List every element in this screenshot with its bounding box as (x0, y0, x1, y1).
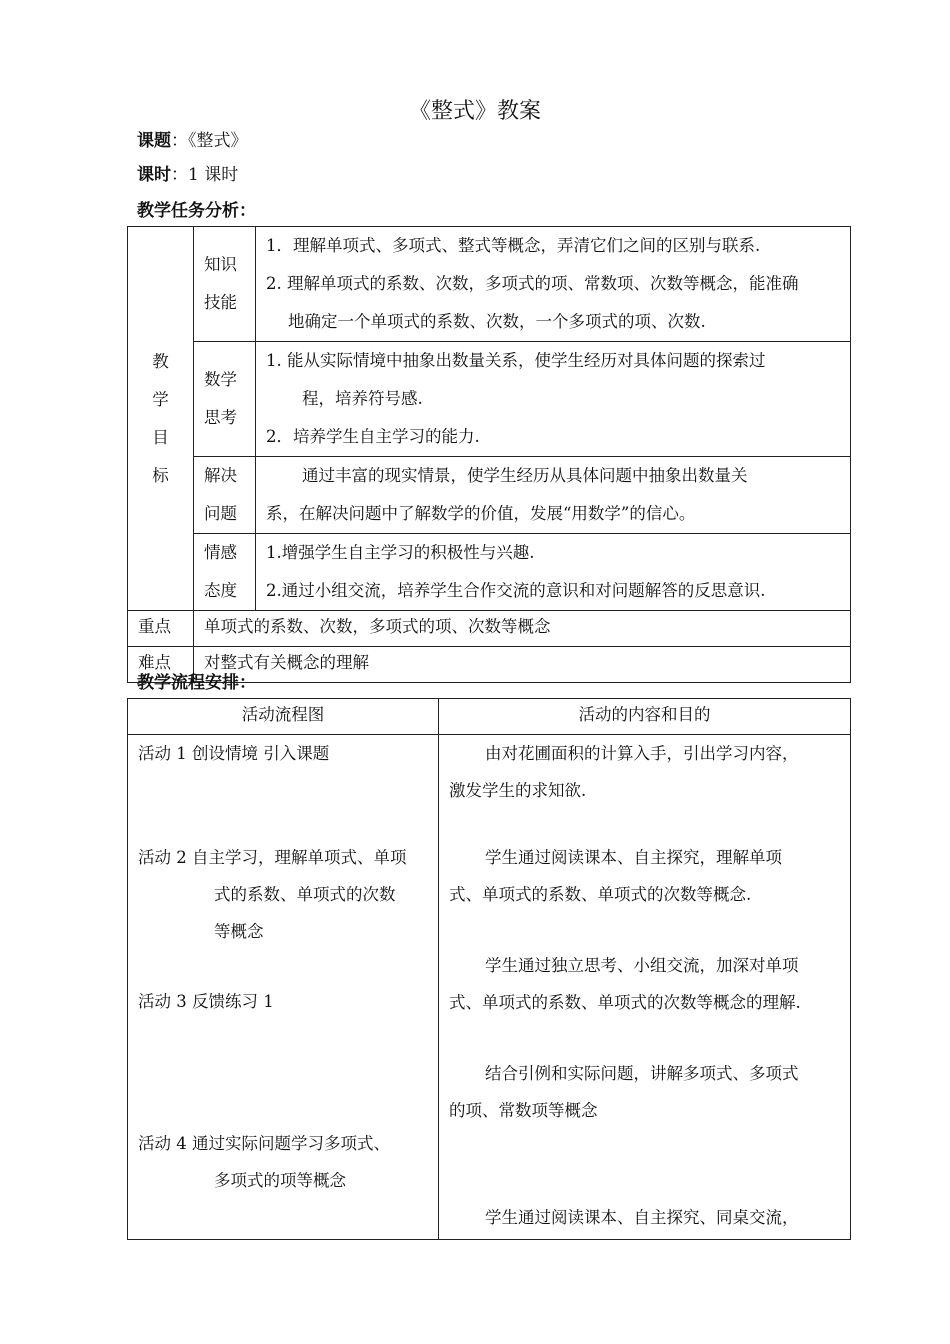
flow-heading: 教学流程安排： (137, 673, 256, 693)
activity-4: 活动 4 通过实际问题学习多项式、 多项式的项等概念 (138, 1134, 390, 1190)
purpose-2: 学生通过阅读课本、自主探究，理解单项 式、单项式的系数、单项式的次数等概念. (449, 848, 782, 904)
flow-header-chart: 活动流程图 (128, 699, 439, 735)
knowledge-skill-label: 知识 技能 (194, 227, 256, 342)
topic-line (137, 126, 248, 151)
knowledge-skill-content: 1．理解单项式、多项式、整式等概念，弄清它们之间的区别与联系. 2. 理解单项式的系数、次数，多项式的项、常数项、次数等概念，能准确 地确定一个单项式的系数、次数，一个多项式的项、次数. (256, 227, 851, 342)
activity-3: 活动 3 反馈练习 1 (138, 992, 274, 1011)
objectives-label: 教 学 目 标 (128, 227, 194, 611)
activity-2: 活动 2 自主学习，理解单项式、单项 式的系数、单项式的次数 等概念 (138, 848, 407, 941)
page-title: 《整式》教案 (408, 99, 541, 124)
objectives-table (127, 226, 851, 683)
problem-solving-label: 解决 问题 (194, 457, 256, 534)
topic-label: 课题 (137, 131, 171, 151)
period-value: ：1 课时 (171, 165, 239, 185)
emotion-attitude-label: 情感 态度 (194, 534, 256, 611)
math-thinking-label: 数学 思考 (194, 342, 256, 457)
period-line (137, 160, 238, 185)
key-point-label: 重点 (128, 611, 194, 647)
activity-1: 活动 1 创设情境 引入课题 (138, 744, 330, 763)
flow-header-purpose: 活动的内容和目的 (439, 699, 851, 735)
problem-solving-content: 通过丰富的现实情景，使学生经历从具体问题中抽象出数量关 系，在解决问题中了解数学的价值，发展“用数学”的信心。 (256, 457, 851, 534)
math-thinking-content: 1. 能从实际情境中抽象出数量关系，使学生经历对具体问题的探索过 程，培养符号感. 2．培养学生自主学习的能力. (256, 342, 851, 457)
period-label: 课时 (137, 165, 171, 185)
emotion-attitude-content: 1.增强学生自主学习的积极性与兴趣. 2.通过小组交流，培养学生合作交流的意识和对问题解答的反思意识. (256, 534, 851, 611)
key-point-text: 单项式的系数、次数，多项式的项、次数等概念 (194, 611, 851, 647)
purpose-3: 学生通过独立思考、小组交流，加深对单项 式、单项式的系数、单项式的次数等概念的理解. (449, 956, 801, 1012)
flow-purposes-cell (439, 735, 851, 1240)
flow-activities-cell (128, 735, 439, 1240)
purpose-5: 学生通过阅读课本、自主探究、同桌交流， (485, 1208, 799, 1227)
difficulty-label: 难点 (128, 647, 194, 683)
task-analysis-heading: 教学任务分析： (137, 201, 256, 221)
purpose-1: 由对花圃面积的计算入手，引出学习内容， 激发学生的求知欲. (449, 744, 799, 800)
topic-value: ：《整式》 (171, 131, 248, 151)
flow-table (127, 698, 851, 1240)
purpose-4: 结合引例和实际问题，讲解多项式、多项式 的项、常数项等概念 (449, 1064, 799, 1120)
difficulty-text: 对整式有关概念的理解 (194, 647, 851, 683)
